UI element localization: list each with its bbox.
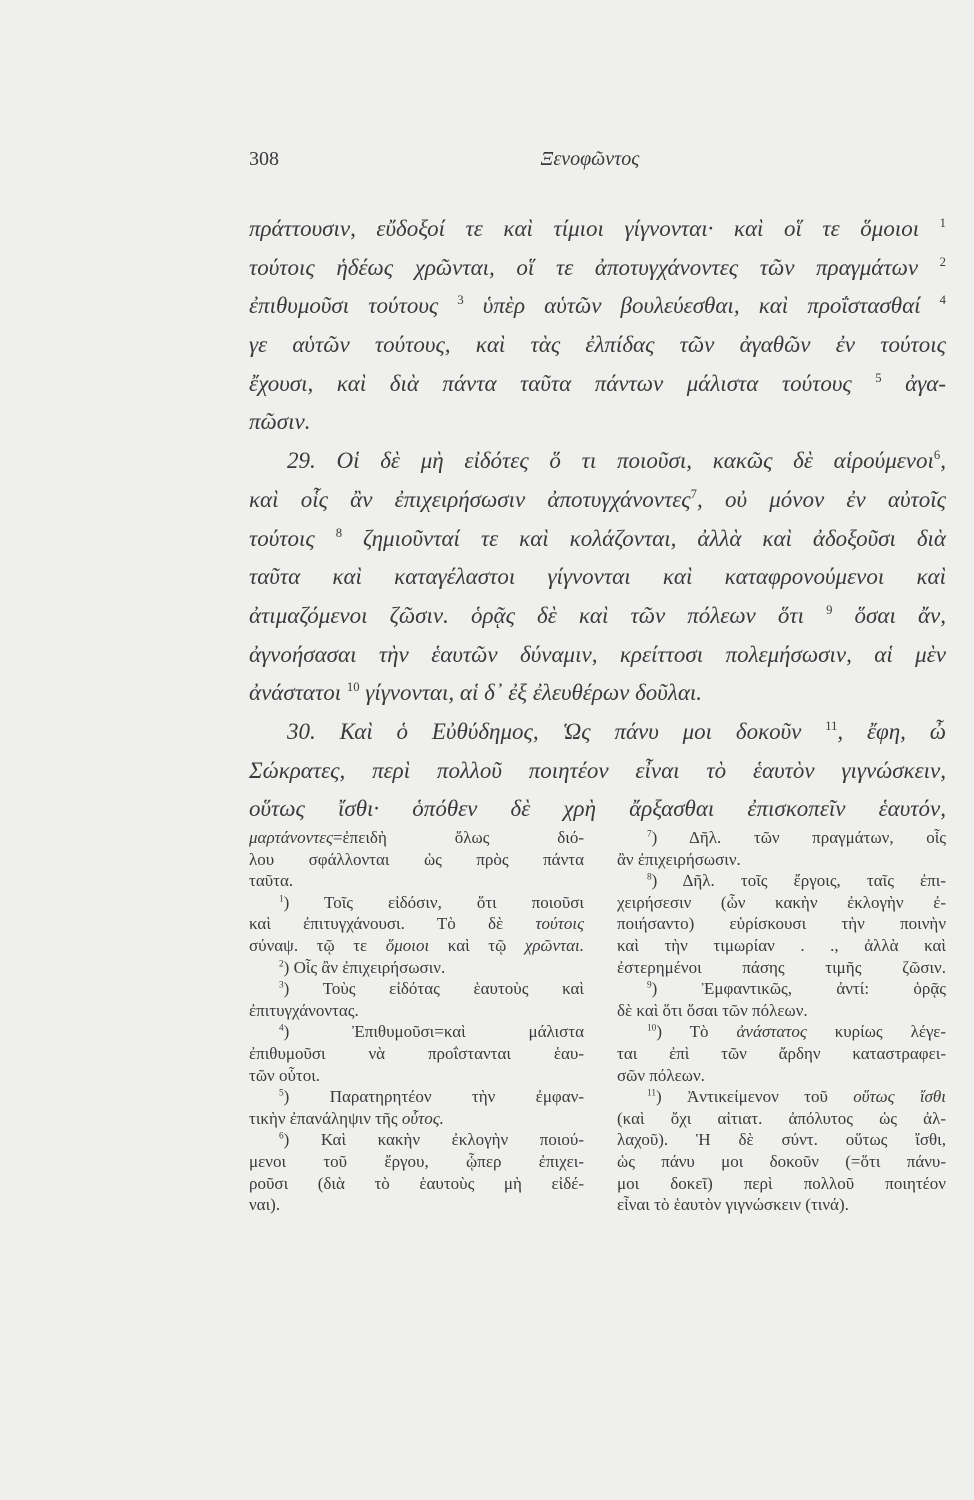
text-span: ) Δῆλ. τῶν πραγμάτων, οἷς [651, 828, 946, 847]
text-span: ἂν ἐπιχειρήσωσιν. [617, 849, 741, 869]
text-line [249, 636, 946, 675]
text-span: ἐστερημένοι πάσης τιμῆς ζῶσιν. [617, 957, 946, 977]
footnote-line [249, 1000, 584, 1022]
text-line [249, 326, 946, 365]
footnote-line [617, 1065, 946, 1087]
footnote-marker: 3 [279, 980, 284, 991]
text-line [249, 558, 946, 597]
text-span: (καὶ ὄχι αἰτιατ. ἀπόλυτος ὡς ἀλ- [617, 1108, 946, 1128]
text-line [249, 752, 946, 791]
main-text [249, 210, 946, 829]
footnote-marker: 1 [279, 894, 284, 905]
footnote-marker: 2 [939, 254, 946, 269]
text-line [249, 520, 946, 559]
footnote-line [249, 1086, 584, 1108]
text-span: ὅσαι ἄν, [832, 602, 946, 628]
text-span: τικὴν ἐπανάληψιν τῆς [249, 1108, 402, 1128]
footnote-line [249, 827, 584, 849]
footnote-line [249, 1065, 584, 1087]
footnote-line [249, 892, 584, 914]
footnote-marker: 5 [279, 1088, 284, 1099]
text-span: ) Τοὺς εἰδότας ἑαυτοὺς καὶ [283, 979, 584, 999]
text-span: καὶ ἐπιτυγχάνουσι. Τὸ δὲ [249, 914, 536, 934]
footnote-marker: 11 [647, 1088, 656, 1099]
text-span: =ἐπειδὴ ὅλως διό- [332, 828, 584, 847]
text-span: ἀτιμαζόμενοι ζῶσιν. ὁρᾷς δὲ καὶ τῶν πόλεων ὅτι [249, 602, 827, 628]
text-line [249, 481, 946, 520]
text-span: ζημιοῦνταί τε καὶ κολάζονται, ἀλλὰ καὶ ἀδοξοῦσι διὰ [342, 525, 946, 551]
footnote-line [617, 1129, 946, 1151]
text-span: ἀγα- [881, 370, 946, 396]
footnote-marker: 8 [647, 872, 652, 883]
text-span: ροῦσι (διὰ τὸ ἑαυτοὺς μὴ εἰδέ- [249, 1173, 584, 1193]
text-span: ἀνάστατοι [249, 680, 347, 706]
text-span: ὅμοιοι [385, 935, 430, 955]
text-span: , ἔφη, ὦ [837, 718, 947, 744]
footnote-line [249, 849, 584, 871]
text-line [249, 287, 946, 326]
text-span: 30. Καὶ ὁ Εὐθύδημος, Ὡς πάνυ μοι δοκοῦν [287, 718, 826, 744]
footnote-marker: 6 [933, 448, 941, 463]
footnote-line [617, 978, 946, 1000]
text-span: μενοι τοῦ ἔργου, ᾧπερ ἐπιχει- [249, 1151, 584, 1171]
text-span: ) Ἐμφαντικῶς, ἀντί: ὁρᾷς [651, 979, 946, 999]
footnote-marker: 8 [335, 525, 343, 540]
footnote-marker: 10 [647, 1023, 657, 1034]
footnote-line [249, 913, 584, 935]
text-span: μοι δοκεῖ) περὶ πολλοῦ ποιητέον [617, 1173, 946, 1193]
text-span: πράττουσιν, εὔδοξοί τε καὶ τίμιοι γίγνονται· καὶ οἵ τε ὅμοιοι [249, 216, 940, 241]
text-span: ) Καὶ κακὴν ἐκλογὴν ποιού- [283, 1130, 584, 1150]
text-span: τούτοις ἡδέως χρῶνται, οἵ τε ἀποτυγχάνοντες τῶν πραγμάτων [249, 254, 940, 280]
text-span: ἀγνοήσασαι τὴν ἑαυτῶν δύναμιν, κρείττοσι πολεμήσωσιν, αἱ μὲν [249, 641, 946, 667]
text-line [249, 442, 946, 481]
text-span: ) Ἀντικείμενον τοῦ [656, 1087, 854, 1107]
text-span: , οὐ μόνον ἐν αὐτοῖς [696, 486, 946, 512]
text-span: οὕτως ἴσθι [853, 1087, 947, 1107]
text-span: ) Τὸ [656, 1022, 737, 1042]
footnote-line [617, 870, 946, 892]
text-line [249, 365, 946, 404]
text-span: , [940, 448, 946, 474]
footnote-line [617, 913, 946, 935]
footnote-line [617, 892, 946, 914]
text-span: λαχοῦ). Ἡ δὲ σύντ. οὕτως ἴσθι, [617, 1130, 946, 1150]
text-span: σύναψ. τῷ τε [249, 935, 386, 955]
footnote-line [249, 978, 584, 1000]
text-span: καὶ τὴν τιμωρίαν . ., ἀλλὰ καὶ [617, 935, 946, 955]
footnote-marker: 7 [647, 829, 652, 840]
footnote-line [249, 935, 584, 957]
text-span: ) Τοῖς εἰδόσιν, ὅτι ποιοῦσι [283, 892, 584, 912]
text-span: Σώκρατες, περὶ πολλοῦ ποιητέον εἶναι τὸ ἑαυτὸν γιγνώσκειν, [249, 757, 946, 783]
text-span: ἐπιθυμοῦσι νὰ προΐστανται ἑαυ- [249, 1043, 584, 1063]
text-span: εἶναι τὸ ἑαυτὸν γιγνώσκειν (τινά). [617, 1195, 849, 1215]
text-span: κυρίως λέγε- [806, 1022, 946, 1042]
text-span: ναι). [249, 1195, 281, 1215]
footnote-marker: 5 [875, 370, 882, 385]
footnote-line [249, 870, 584, 892]
text-span: ) Δῆλ. τοῖς ἔργοις, ταῖς ἐπι- [651, 871, 946, 891]
running-title: Ξενοφῶντος [540, 148, 640, 170]
text-span: χρῶνται. [524, 935, 585, 955]
text-line [249, 403, 946, 442]
text-span: ἐπιθυμοῦσι τούτους [249, 293, 458, 319]
footnote-line [617, 1108, 946, 1130]
text-span: σῶν πόλεων. [617, 1065, 705, 1085]
text-span: ἐπιτυγχάνοντας. [249, 1000, 359, 1020]
text-span: λου σφάλλονται ὡς πρὸς πάντα [249, 849, 584, 869]
text-span: τούτοις [535, 914, 584, 934]
footnote-marker: 6 [279, 1131, 284, 1142]
text-span: ) Παρατηρητέον τὴν ἐμφαν- [283, 1087, 584, 1107]
footnote-marker: 7 [690, 486, 697, 501]
text-span: ταῦτα. [249, 871, 294, 891]
footnote-line [249, 1151, 584, 1173]
footnote-marker: 2 [279, 959, 284, 970]
footnote-line [617, 849, 946, 871]
text-span: χειρήσεσιν (ὧν κακὴν ἐκλογὴν ἐ- [617, 892, 946, 912]
text-span: καὶ οἷς ἂν ἐπιχειρήσωσιν ἀποτυγχάνοντες [249, 486, 691, 512]
footnote-line [617, 1086, 946, 1108]
footnote-line [617, 935, 946, 957]
text-span: 29. Οἱ δὲ μὴ εἰδότες ὅ τι ποιοῦσι, κακῶς δὲ αἱρούμενοι [287, 448, 934, 474]
text-span: δὲ καὶ ὅτι ὅσαι τῶν πόλεων. [617, 1000, 808, 1020]
footnote-marker: 9 [647, 980, 652, 991]
text-span: ὑπὲρ αὑτῶν βουλεύεσθαι, καὶ προΐστασθαί [463, 293, 940, 319]
footnote-line [617, 957, 946, 979]
footnote-line [249, 1108, 584, 1130]
footnote-line [617, 1173, 946, 1195]
text-span: ται ἐπὶ τῶν ἄρδην καταστραφει- [617, 1043, 946, 1063]
footnote-line [249, 1043, 584, 1065]
footnote-line [249, 957, 584, 979]
footnotes-right-column [617, 827, 946, 1216]
footnote-marker: 4 [279, 1023, 284, 1034]
text-span: ἀνάστατος [736, 1022, 807, 1042]
text-span: καὶ τῷ [429, 935, 525, 955]
text-span: ) Οἷς ἂν ἐπιχειρήσωσιν. [283, 957, 446, 977]
text-span: τούτοις [249, 525, 336, 551]
text-line [249, 597, 946, 636]
text-line [249, 249, 946, 288]
text-span: ὡς πάνυ μοι δοκοῦν (=ὅτι πάνυ- [617, 1151, 946, 1171]
text-span: ) Ἐπιθυμοῦσι=καὶ μάλιστα [283, 1022, 584, 1042]
text-line [249, 713, 946, 752]
footnote-marker: 1 [939, 216, 946, 231]
text-span: πῶσιν. [249, 409, 311, 435]
text-span: μαρτάνοντες [249, 828, 333, 847]
footnote-marker: 11 [825, 719, 838, 734]
footnote-line [617, 1021, 946, 1043]
footnote-line [617, 1194, 946, 1216]
text-span: οὗτος. [401, 1108, 444, 1128]
footnotes-left-column [249, 827, 584, 1216]
page-number: 308 [249, 148, 279, 170]
text-span: ποιήσαντο) εὑρίσκουσι τὴν ποινὴν [617, 914, 946, 934]
text-line [249, 674, 946, 713]
footnote-line [617, 1151, 946, 1173]
text-span: οὕτως ἴσθι· ὁπόθεν δὲ χρὴ ἄρξασθαι ἐπισκοπεῖν ἑαυτόν, [249, 796, 946, 822]
footnote-marker: 4 [939, 293, 946, 308]
footnote-line [249, 1129, 584, 1151]
footnote-line [617, 1000, 946, 1022]
footnote-line [617, 1043, 946, 1065]
footnote-marker: 3 [457, 293, 464, 308]
footnote-marker: 9 [826, 603, 833, 618]
footnote-line [617, 827, 946, 849]
text-span: γε αὑτῶν τούτους, καὶ τὰς ἐλπίδας τῶν ἀγαθῶν ἐν τούτοις [249, 332, 946, 358]
text-line [249, 790, 946, 829]
footnote-line [249, 1021, 584, 1043]
footnote-marker: 10 [346, 680, 360, 695]
footnote-line [249, 1194, 584, 1216]
text-line [249, 210, 946, 249]
text-span: ταῦτα καὶ καταγέλαστοι γίγνονται καὶ καταφρονούμενοι καὶ [249, 564, 946, 590]
text-span: τῶν οὗτοι. [249, 1065, 321, 1085]
text-span: γίγνονται, αἱ δ᾽ ἐξ ἐλευθέρων δοῦλαι. [359, 680, 703, 706]
footnote-line [249, 1173, 584, 1195]
text-span: ἔχουσι, καὶ διὰ πάντα ταῦτα πάντων μάλιστα τούτους [249, 370, 876, 396]
